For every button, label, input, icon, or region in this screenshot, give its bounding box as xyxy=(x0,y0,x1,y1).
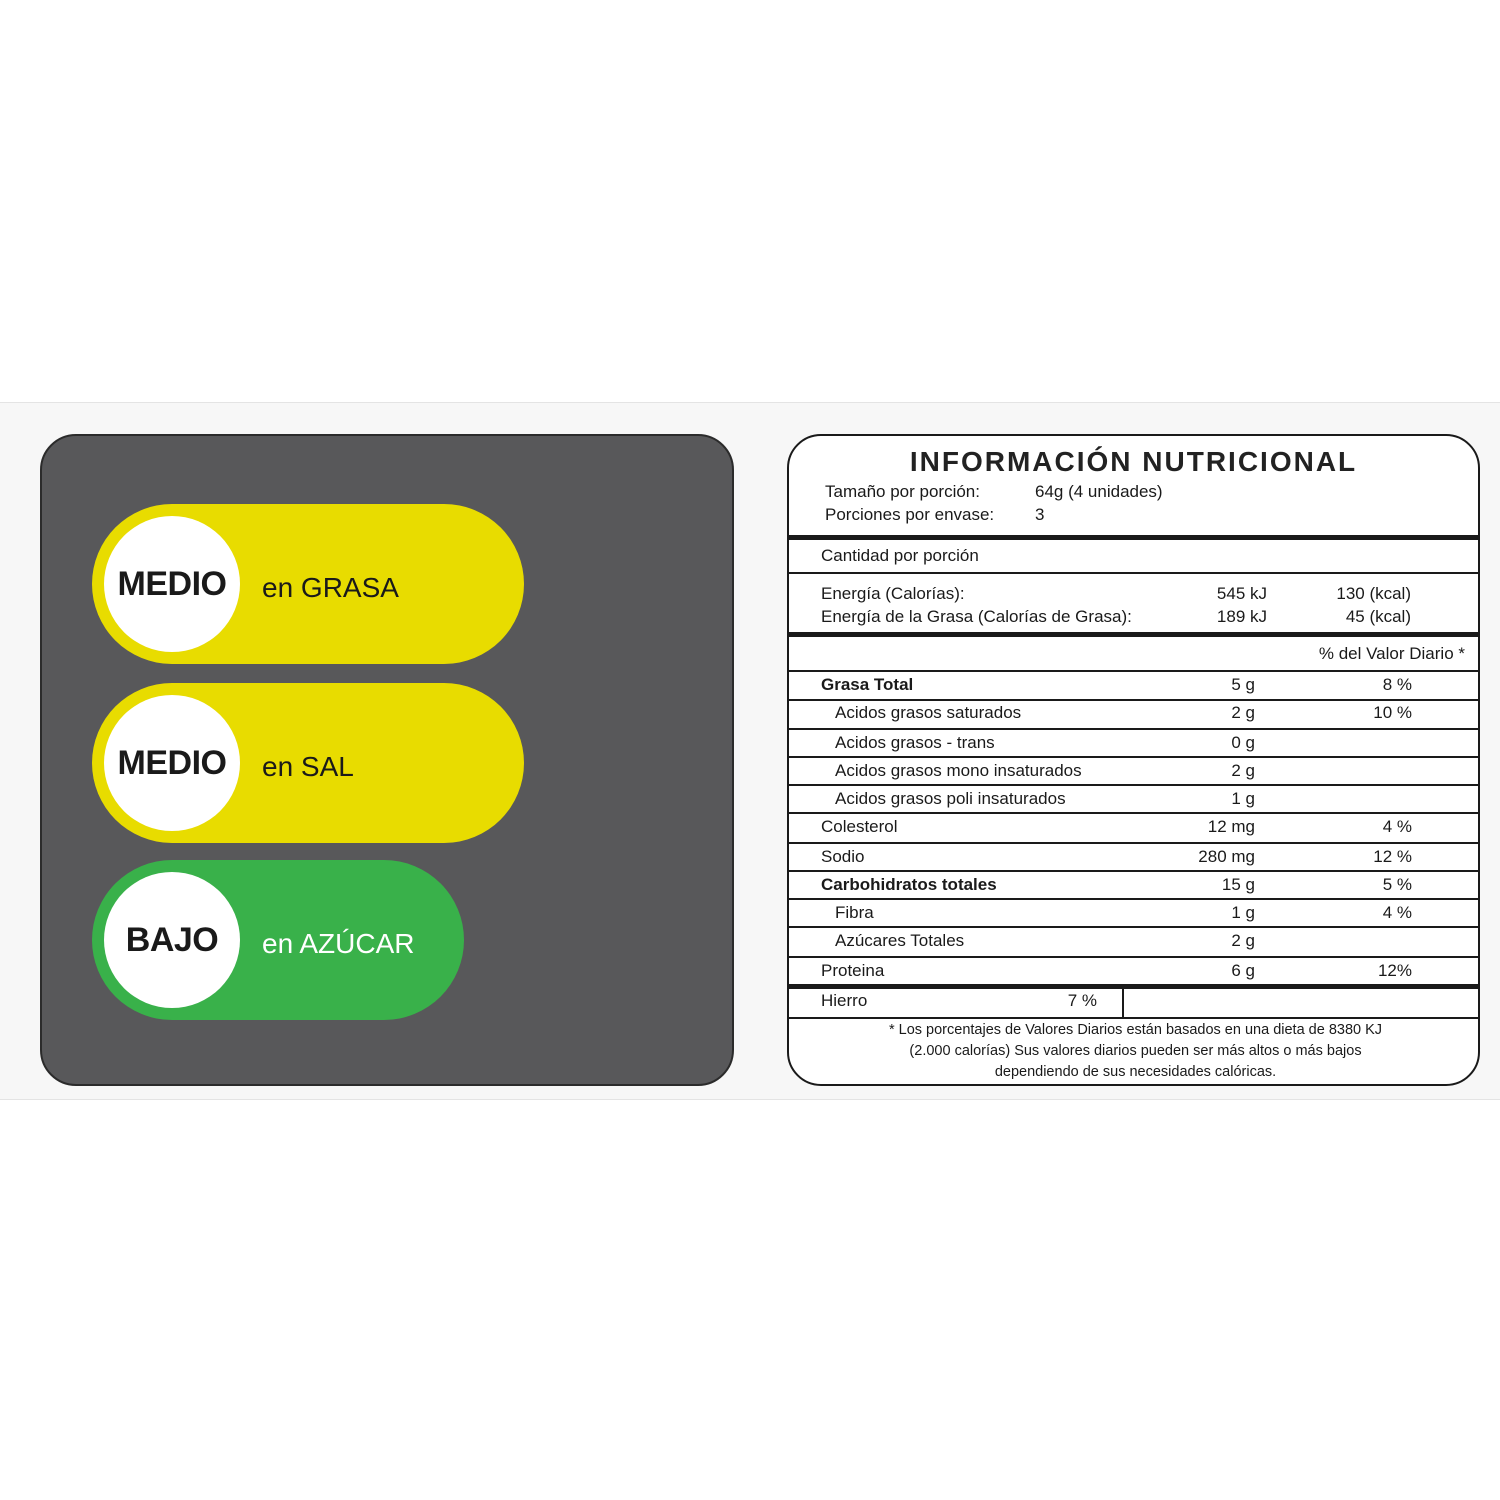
energy-kcal: 130 (kcal) xyxy=(1336,584,1411,603)
row-dv: 10 % xyxy=(1373,703,1412,722)
row-label: Fibra xyxy=(835,903,874,922)
badge-level: MEDIO xyxy=(104,695,240,831)
row-amount: 1 g xyxy=(1231,903,1255,922)
nutrition-title: INFORMACIÓN NUTRICIONAL xyxy=(909,446,1358,477)
fat-energy-label: Energía de la Grasa (Calorías de Grasa): xyxy=(821,607,1132,626)
footnote-line: (2.000 calorías) Sus valores diarios pueden ser más altos o más bajos xyxy=(909,1043,1362,1059)
divider xyxy=(789,728,1478,730)
row-label: Azúcares Totales xyxy=(835,931,965,950)
row-label: Acidos grasos mono insaturados xyxy=(835,761,1082,780)
energy-kj: 545 kJ xyxy=(1216,584,1267,603)
row-amount: 15 g xyxy=(1221,875,1255,894)
divider xyxy=(789,632,1478,637)
footnote-line: dependiendo de sus necesidades calóricas. xyxy=(994,1064,1277,1080)
row-dv: 12 % xyxy=(1373,847,1412,866)
row-dv: 5 % xyxy=(1382,875,1412,894)
divider xyxy=(789,812,1478,814)
badge-nutrient: en GRASA xyxy=(262,572,399,603)
divider xyxy=(789,956,1478,958)
divider xyxy=(789,699,1478,701)
fat-energy-kcal: 45 (kcal) xyxy=(1345,607,1411,626)
badge-nutrient: en AZÚCAR xyxy=(262,928,415,959)
nutrition-facts-table xyxy=(787,434,1480,1086)
row-dv: 8 % xyxy=(1382,675,1412,694)
divider xyxy=(789,535,1478,540)
fat-energy-kj: 189 kJ xyxy=(1216,607,1267,626)
footnote-line: * Los porcentajes de Valores Diarios están basados en una dieta de 8380 KJ xyxy=(888,1022,1383,1038)
row-amount: 280 mg xyxy=(1198,847,1255,866)
row-label: Acidos grasos poli insaturados xyxy=(835,789,1066,808)
servings-value: 3 xyxy=(1035,505,1045,524)
sugar-badge xyxy=(92,860,464,1020)
row-label: Proteina xyxy=(821,961,885,980)
row-label: Colesterol xyxy=(821,817,898,836)
row-amount: 1 g xyxy=(1231,789,1255,808)
badge-level: BAJO xyxy=(104,872,240,1008)
divider xyxy=(789,898,1478,900)
energy-label: Energía (Calorías): xyxy=(821,584,965,603)
row-amount: 0 g xyxy=(1231,733,1255,752)
iron-separator xyxy=(1122,988,1124,1018)
row-label: Grasa Total xyxy=(821,675,914,694)
divider xyxy=(789,784,1478,786)
divider xyxy=(789,984,1478,989)
iron-value: 7 % xyxy=(1067,991,1097,1010)
daily-value-header: % del Valor Diario * xyxy=(1318,644,1465,663)
salt-badge xyxy=(92,683,524,843)
row-amount: 2 g xyxy=(1231,761,1255,780)
divider xyxy=(789,1017,1478,1019)
divider xyxy=(789,670,1478,672)
divider xyxy=(789,842,1478,844)
badge-level: MEDIO xyxy=(104,516,240,652)
row-amount: 2 g xyxy=(1231,931,1255,950)
divider xyxy=(789,870,1478,872)
serving-size-label: Tamaño por porción: xyxy=(825,482,980,501)
divider xyxy=(789,756,1478,758)
badge-nutrient: en SAL xyxy=(262,751,354,782)
row-amount: 12 mg xyxy=(1207,817,1255,836)
amount-per-serving: Cantidad por porción xyxy=(821,546,979,565)
row-dv: 4 % xyxy=(1382,817,1412,836)
iron-label: Hierro xyxy=(821,991,868,1010)
servings-label: Porciones por envase: xyxy=(825,505,995,524)
serving-size-value: 64g (4 unidades) xyxy=(1035,482,1163,501)
front-of-pack-panel xyxy=(40,434,734,1086)
row-amount: 2 g xyxy=(1231,703,1255,722)
row-label: Carbohidratos totales xyxy=(821,875,997,894)
row-label: Sodio xyxy=(821,847,865,866)
footnote xyxy=(829,1020,1442,1083)
fat-badge xyxy=(92,504,524,664)
row-dv: 4 % xyxy=(1382,903,1412,922)
row-label: Acidos grasos - trans xyxy=(835,733,995,752)
row-amount: 5 g xyxy=(1231,675,1255,694)
divider xyxy=(789,572,1478,574)
row-dv: 12% xyxy=(1377,961,1412,980)
divider xyxy=(789,926,1478,928)
row-label: Acidos grasos saturados xyxy=(835,703,1022,722)
row-amount: 6 g xyxy=(1231,961,1255,980)
